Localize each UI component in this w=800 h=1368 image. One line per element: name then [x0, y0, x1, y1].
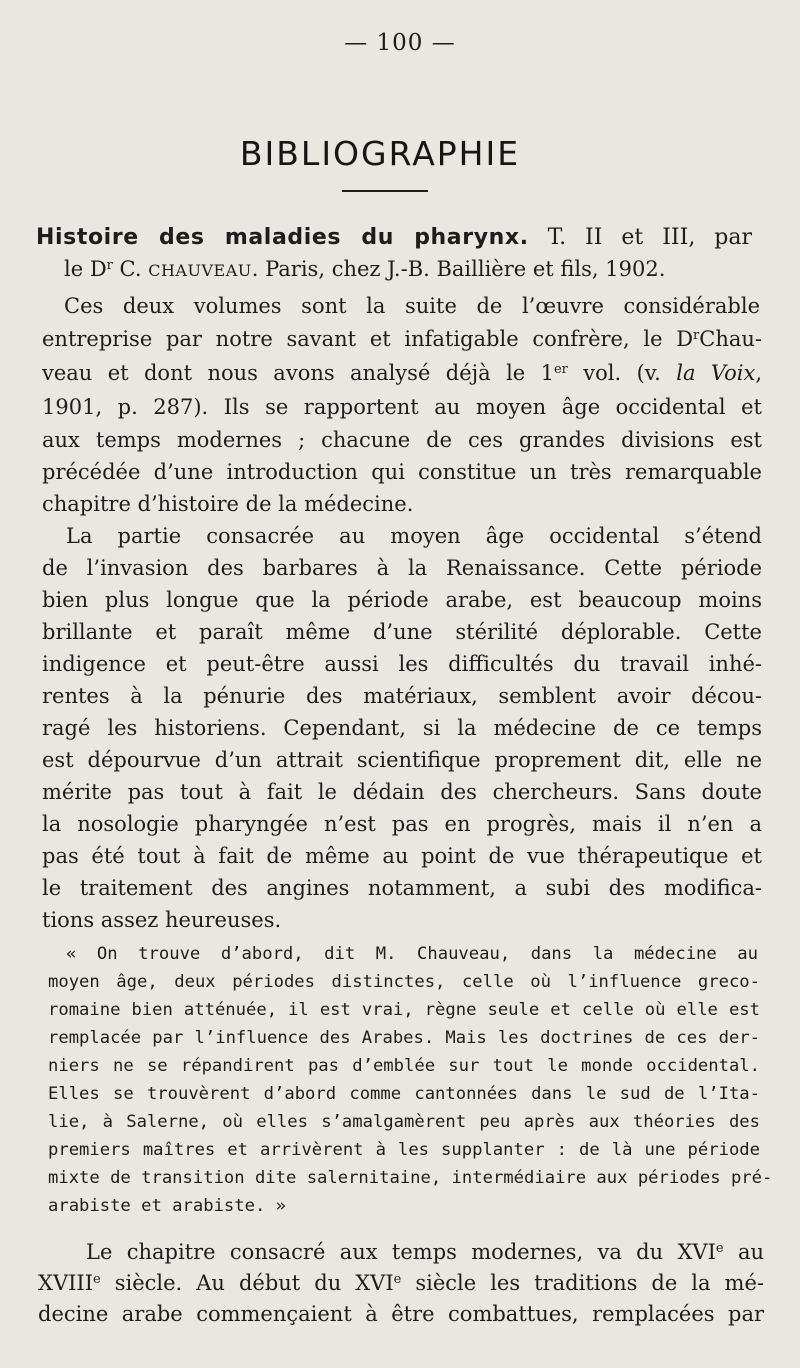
text-line: chapitre d’histoire de la médecine.	[42, 492, 414, 516]
text-line: Ces deux volumes sont la suite de l’œuvre considérable	[64, 294, 760, 318]
quote-line: mixte de transition dite salernitaine, intermédiaire aux périodes pré-	[48, 1168, 773, 1188]
text-line: de l’invasion des barbares à la Renaissance. Cette période	[42, 556, 762, 580]
text-line: Le chapitre consacré aux temps modernes, va du XVIe au	[86, 1240, 764, 1264]
text-line: 1901, p. 287). Ils se rapportent au moyen âge occidental et	[42, 395, 762, 419]
text-line: mérite pas tout à fait le dédain des chercheurs. Sans doute	[42, 780, 762, 804]
text-line: bien plus longue que la période arabe, est beaucoup moins	[42, 588, 762, 612]
text-line: rentes à la pénurie des matériaux, semblent avoir décou-	[42, 684, 762, 708]
text-line: tions assez heureuses.	[42, 908, 282, 932]
text-line: indigence et peut-être aussi les difficultés du travail inhé-	[42, 652, 762, 676]
page-number: — 100 —	[344, 30, 456, 56]
text-line: précédée d’une introduction qui constitue un très remarquable	[42, 460, 762, 484]
text-line: decine arabe commençaient à être combattues, remplacées par	[38, 1302, 764, 1326]
quote-line: lie, à Salerne, où elles s’amalgamèrent peu après aux théories des	[48, 1112, 760, 1132]
text-line: ragé les historiens. Cependant, si la médecine de ce temps	[42, 716, 762, 740]
text-line: brillante et paraît même d’une stérilité déplorable. Cette	[42, 620, 762, 644]
text-line: entreprise par notre savant et infatigable confrère, le $D^rChau-$	[42, 327, 762, 351]
quote-line: moyen âge, deux périodes distinctes, celle où l’influence greco-	[48, 972, 760, 992]
review-heading	[36, 227, 752, 249]
text-line: aux temps modernes ; chacune de ces grandes divisions est	[42, 428, 762, 452]
author-name: CHAUVEAU	[148, 261, 252, 280]
quote-line: niers ne se répandirent pas d’emblée sur tout le monde occidental.	[48, 1056, 760, 1076]
text-line: veau et dont nous avons analysé déjà le 1er vol. (v. la Voix,	[42, 361, 762, 385]
quote-line: remplacée par l’influence des Arabes. Mais les doctrines de ces der-	[48, 1028, 760, 1048]
review-byline: le $D^r$ C. CHAUVEAU. Paris, chez J.-B. Baillière et fils, 1902.	[64, 257, 666, 281]
section-title: BIBLIOGRAPHIE	[239, 134, 521, 173]
book-volumes: T. II et III, par	[528, 225, 752, 250]
quote-line: Elles se trouvèrent d’abord comme cantonnées dans le sud de l’Ita-	[48, 1084, 760, 1104]
text-line: est dépourvue d’un attrait scientifique proprement dit, elle ne	[42, 748, 762, 772]
text-line: XVIIIe siècle. Au début du XVIe siècle les traditions de la mé-	[38, 1271, 764, 1295]
text-line: La partie consacrée au moyen âge occidental s’étend	[66, 524, 762, 548]
quote-line: arabiste et arabiste. »	[48, 1196, 286, 1216]
text-line: pas été tout à fait de même au point de vue thérapeutique et	[42, 844, 762, 868]
quote-line: « On trouve d’abord, dit M. Chauveau, dans la médecine au	[66, 944, 758, 964]
text-line: la nosologie pharyngée n’est pas en progrès, mais il n’en a	[42, 812, 762, 836]
book-title: Histoire des maladies du pharynx.	[36, 225, 529, 250]
title-divider	[342, 190, 428, 192]
quote-line: romaine bien atténuée, il est vrai, règne seule et celle où elle est	[48, 1000, 760, 1020]
text-line: le traitement des angines notamment, a subi des modifica-	[42, 876, 762, 900]
quote-line: premiers maîtres et arrivèrent à les supplanter : de là une période	[48, 1140, 760, 1160]
